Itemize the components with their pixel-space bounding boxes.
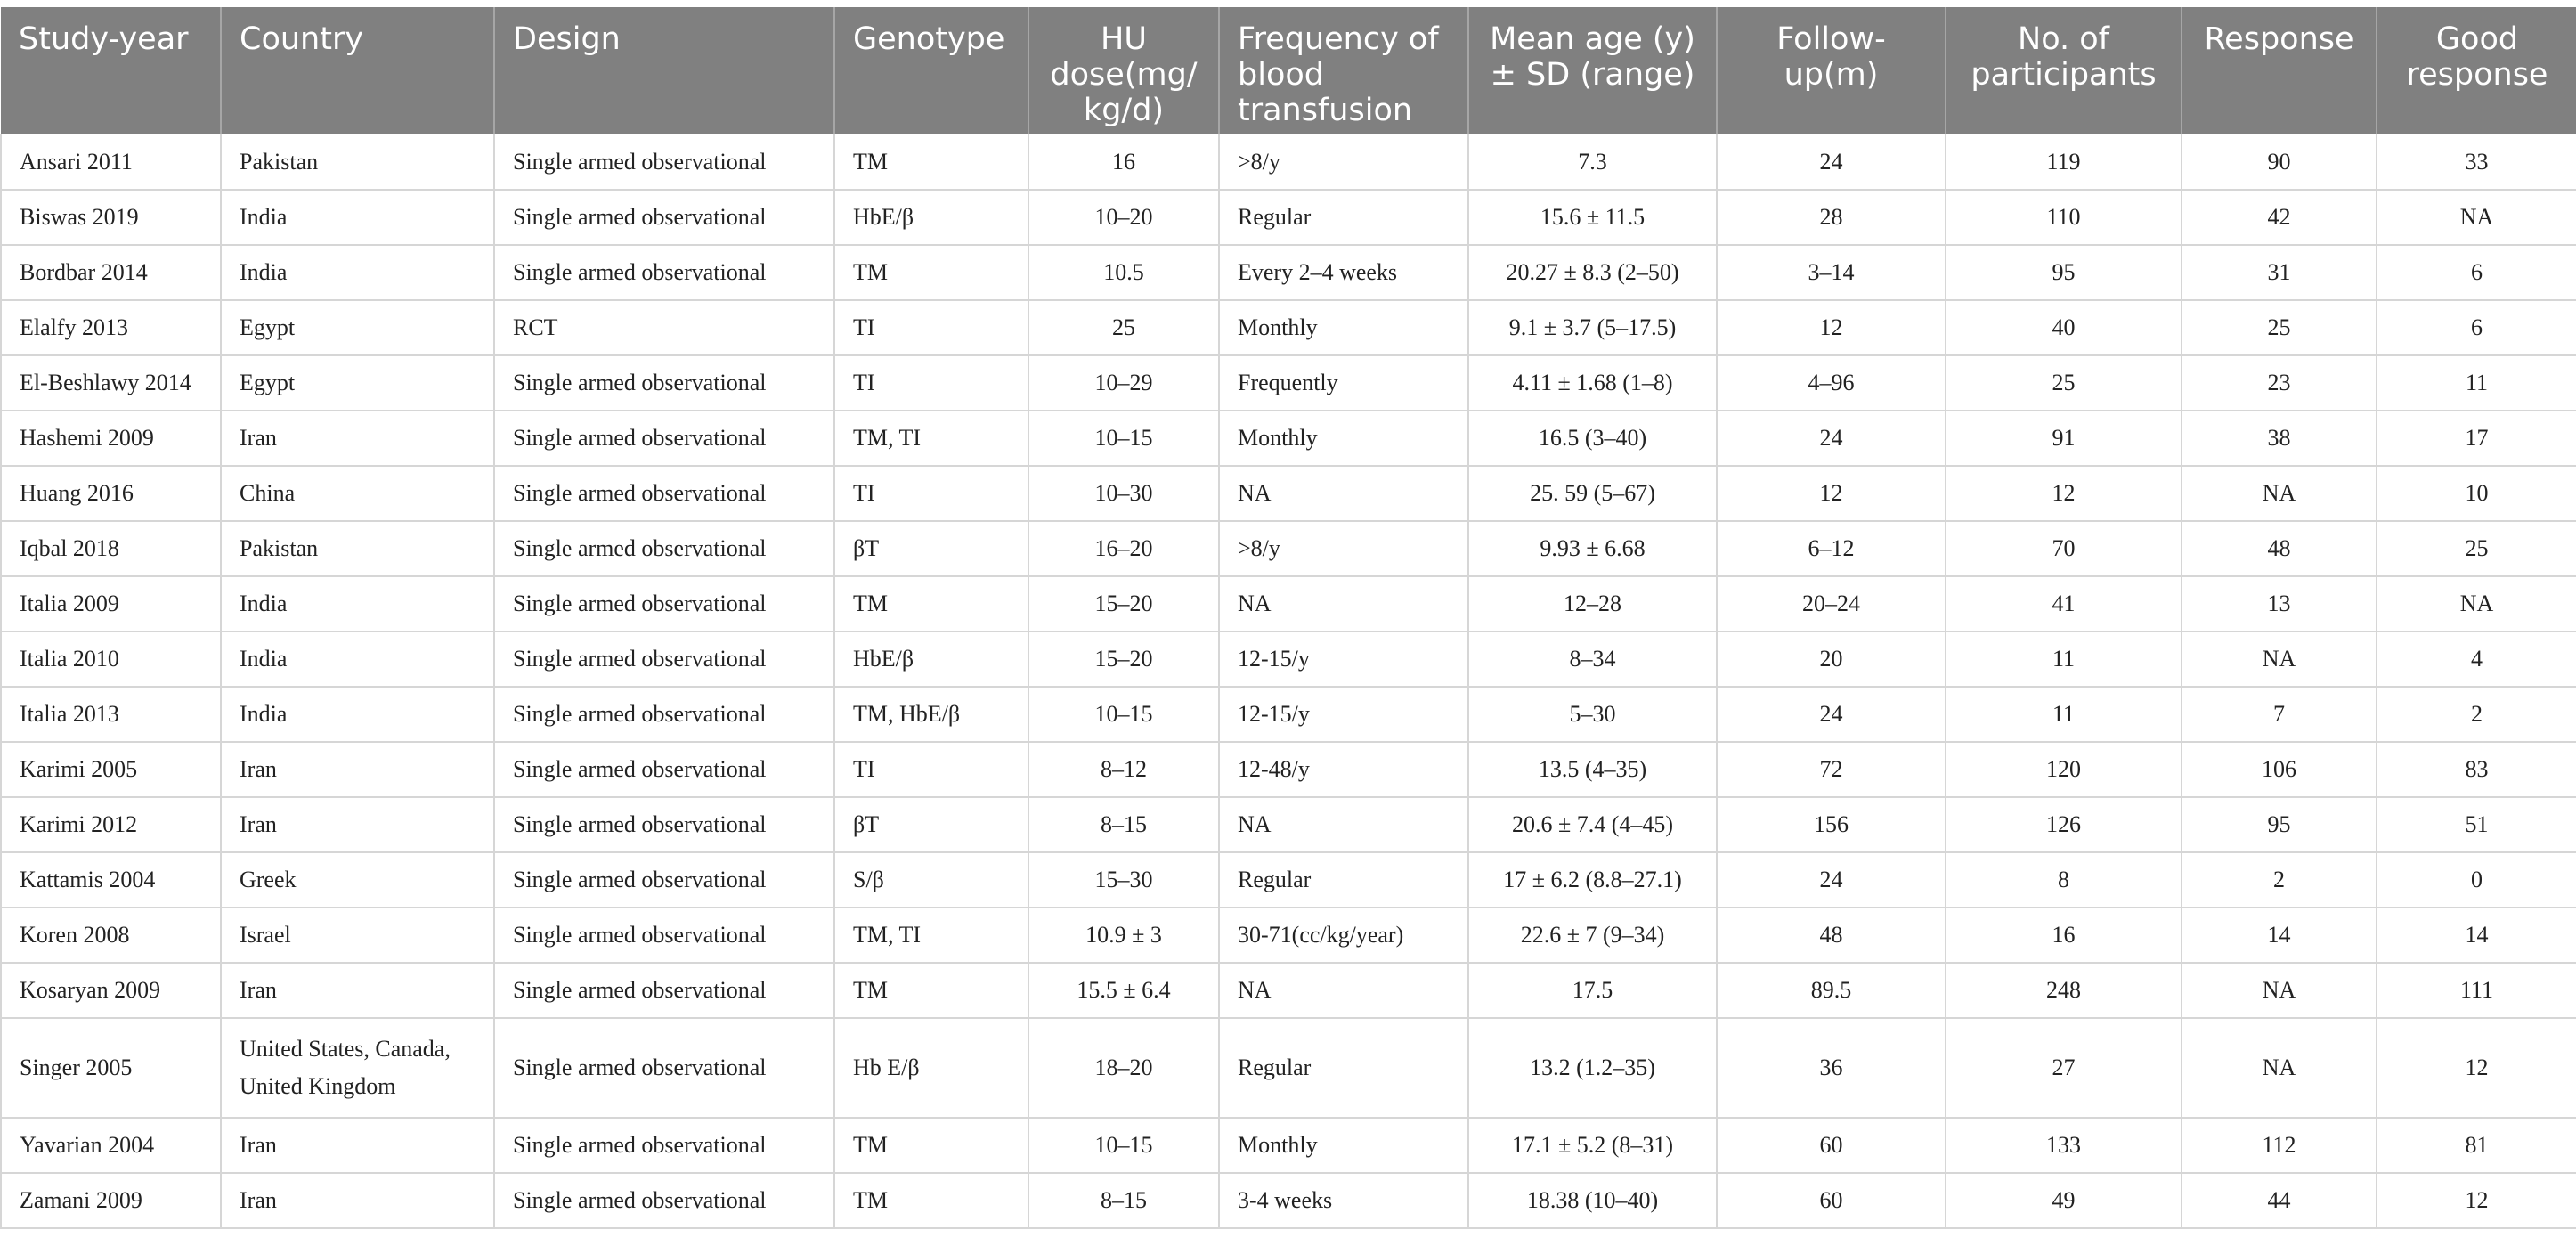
col-study-year-cell: Iqbal 2018 [1, 521, 221, 576]
col-participants-cell: 8 [1946, 852, 2182, 908]
col-good-response-cell: 6 [2377, 300, 2576, 355]
col-good-response-cell: 6 [2377, 245, 2576, 300]
col-participants-cell: 16 [1946, 908, 2182, 963]
col-mean-age-cell: 13.2 (1.2–35) [1468, 1018, 1717, 1118]
col-mean-age-cell: 25. 59 (5–67) [1468, 466, 1717, 521]
col-hu-dose-cell: 10–15 [1028, 411, 1219, 466]
col-follow-up-cell: 24 [1717, 852, 1946, 908]
col-design-cell: RCT [494, 300, 834, 355]
col-hu-dose-cell: 8–15 [1028, 1173, 1219, 1228]
table-row [1, 411, 2576, 466]
col-participants-cell: 119 [1946, 134, 2182, 190]
col-follow-up-cell: 156 [1717, 797, 1946, 852]
col-country-cell: Israel [221, 908, 494, 963]
table-row [1, 576, 2576, 631]
col-transfusion-frequency-cell: 30-71(cc/kg/year) [1219, 908, 1468, 963]
col-country-cell: Egypt [221, 300, 494, 355]
col-design-cell: Single armed observational [494, 908, 834, 963]
col-good-response-cell: 83 [2377, 742, 2576, 797]
col-follow-up-cell: 20 [1717, 631, 1946, 687]
studies-table [0, 7, 2576, 1229]
col-genotype-cell: TM, HbE/β [834, 687, 1028, 742]
table-row [1, 1173, 2576, 1228]
col-country-cell: India [221, 687, 494, 742]
col-good-response-cell: NA [2377, 576, 2576, 631]
col-hu-dose-cell: 10–15 [1028, 1118, 1219, 1173]
col-genotype-cell: TM, TI [834, 908, 1028, 963]
col-genotype-cell: TM [834, 134, 1028, 190]
col-mean-age-cell: 18.38 (10–40) [1468, 1173, 1717, 1228]
col-transfusion-frequency-cell: NA [1219, 576, 1468, 631]
col-design-cell: Single armed observational [494, 466, 834, 521]
col-mean-age-cell: 17 ± 6.2 (8.8–27.1) [1468, 852, 1717, 908]
col-response-cell: NA [2182, 1018, 2377, 1118]
col-good-response-cell: 17 [2377, 411, 2576, 466]
col-hu-dose-cell: 25 [1028, 300, 1219, 355]
col-hu-dose-cell: 15–30 [1028, 852, 1219, 908]
col-response-cell: 95 [2182, 797, 2377, 852]
col-response-cell: 23 [2182, 355, 2377, 411]
col-genotype-cell: TI [834, 355, 1028, 411]
col-good-response-cell: 12 [2377, 1018, 2576, 1118]
col-hu-dose-cell: 15–20 [1028, 631, 1219, 687]
col-genotype-cell: Hb E/β [834, 1018, 1028, 1118]
col-study-year-cell: Karimi 2012 [1, 797, 221, 852]
col-participants-cell: 40 [1946, 300, 2182, 355]
col-country-cell: Iran [221, 742, 494, 797]
col-study-year-cell: Zamani 2009 [1, 1173, 221, 1228]
table-row [1, 797, 2576, 852]
col-design-cell: Single armed observational [494, 190, 834, 245]
col-genotype-cell: βT [834, 797, 1028, 852]
col-follow-up-cell: 20–24 [1717, 576, 1946, 631]
col-study-year-cell: Koren 2008 [1, 908, 221, 963]
col-transfusion-frequency-cell: NA [1219, 797, 1468, 852]
col-country-cell: India [221, 576, 494, 631]
col-mean-age-cell: 8–34 [1468, 631, 1717, 687]
col-transfusion-frequency-header: Frequency of blood transfusion [1219, 7, 1468, 134]
col-transfusion-frequency-cell: >8/y [1219, 521, 1468, 576]
col-good-response-cell: 33 [2377, 134, 2576, 190]
col-genotype-cell: S/β [834, 852, 1028, 908]
col-genotype-cell: TI [834, 300, 1028, 355]
col-hu-dose-cell: 10–29 [1028, 355, 1219, 411]
col-mean-age-cell: 15.6 ± 11.5 [1468, 190, 1717, 245]
col-design-cell: Single armed observational [494, 1018, 834, 1118]
col-study-year-cell: Italia 2010 [1, 631, 221, 687]
col-hu-dose-cell: 18–20 [1028, 1018, 1219, 1118]
col-follow-up-cell: 48 [1717, 908, 1946, 963]
col-transfusion-frequency-cell: NA [1219, 466, 1468, 521]
col-response-cell: 90 [2182, 134, 2377, 190]
col-study-year-cell: Biswas 2019 [1, 190, 221, 245]
col-follow-up-cell: 60 [1717, 1173, 1946, 1228]
col-study-year-cell: Hashemi 2009 [1, 411, 221, 466]
col-design-cell: Single armed observational [494, 963, 834, 1018]
col-response-cell: 48 [2182, 521, 2377, 576]
col-transfusion-frequency-cell: Monthly [1219, 411, 1468, 466]
col-genotype-cell: TM [834, 245, 1028, 300]
col-country-cell: China [221, 466, 494, 521]
col-study-year-cell: Singer 2005 [1, 1018, 221, 1118]
col-study-year-cell: Karimi 2005 [1, 742, 221, 797]
col-follow-up-cell: 72 [1717, 742, 1946, 797]
col-participants-cell: 70 [1946, 521, 2182, 576]
table-row [1, 134, 2576, 190]
col-follow-up-cell: 3–14 [1717, 245, 1946, 300]
col-participants-cell: 126 [1946, 797, 2182, 852]
col-participants-cell: 120 [1946, 742, 2182, 797]
col-hu-dose-header: HU dose(mg/ kg/d) [1028, 7, 1219, 134]
col-country-cell: Egypt [221, 355, 494, 411]
col-design-cell: Single armed observational [494, 1173, 834, 1228]
col-country-cell: Iran [221, 1173, 494, 1228]
col-response-cell: 25 [2182, 300, 2377, 355]
col-good-response-cell: NA [2377, 190, 2576, 245]
col-good-response-cell: 0 [2377, 852, 2576, 908]
col-response-cell: 42 [2182, 190, 2377, 245]
col-participants-cell: 27 [1946, 1018, 2182, 1118]
col-design-cell: Single armed observational [494, 742, 834, 797]
col-design-header: Design [494, 7, 834, 134]
col-hu-dose-cell: 15.5 ± 6.4 [1028, 963, 1219, 1018]
col-response-cell: NA [2182, 466, 2377, 521]
col-mean-age-header: Mean age (y) ± SD (range) [1468, 7, 1717, 134]
table-row [1, 631, 2576, 687]
col-country-cell: Iran [221, 963, 494, 1018]
col-participants-header: No. of participants [1946, 7, 2182, 134]
col-design-cell: Single armed observational [494, 411, 834, 466]
col-participants-cell: 95 [1946, 245, 2182, 300]
col-follow-up-cell: 24 [1717, 411, 1946, 466]
col-mean-age-cell: 17.5 [1468, 963, 1717, 1018]
col-hu-dose-cell: 10–20 [1028, 190, 1219, 245]
col-country-cell: India [221, 631, 494, 687]
col-design-cell: Single armed observational [494, 355, 834, 411]
col-country-cell: India [221, 190, 494, 245]
col-study-year-cell: Ansari 2011 [1, 134, 221, 190]
col-good-response-cell: 25 [2377, 521, 2576, 576]
col-study-year-cell: Bordbar 2014 [1, 245, 221, 300]
col-response-cell: 38 [2182, 411, 2377, 466]
col-genotype-cell: TM [834, 963, 1028, 1018]
col-study-year-cell: Kattamis 2004 [1, 852, 221, 908]
col-country-cell: India [221, 245, 494, 300]
col-design-cell: Single armed observational [494, 852, 834, 908]
table-row [1, 1018, 2576, 1118]
col-hu-dose-cell: 10.5 [1028, 245, 1219, 300]
col-participants-cell: 91 [1946, 411, 2182, 466]
col-follow-up-cell: 28 [1717, 190, 1946, 245]
col-genotype-cell: TI [834, 466, 1028, 521]
col-participants-cell: 12 [1946, 466, 2182, 521]
col-country-cell: Pakistan [221, 134, 494, 190]
col-participants-cell: 49 [1946, 1173, 2182, 1228]
col-participants-cell: 25 [1946, 355, 2182, 411]
col-design-cell: Single armed observational [494, 521, 834, 576]
col-good-response-cell: 51 [2377, 797, 2576, 852]
col-design-cell: Single armed observational [494, 631, 834, 687]
col-genotype-cell: TM [834, 576, 1028, 631]
table-row [1, 466, 2576, 521]
col-response-cell: 14 [2182, 908, 2377, 963]
col-mean-age-cell: 13.5 (4–35) [1468, 742, 1717, 797]
col-follow-up-cell: 24 [1717, 134, 1946, 190]
col-transfusion-frequency-cell: Frequently [1219, 355, 1468, 411]
col-good-response-cell: 14 [2377, 908, 2576, 963]
col-transfusion-frequency-cell: Monthly [1219, 1118, 1468, 1173]
col-mean-age-cell: 20.27 ± 8.3 (2–50) [1468, 245, 1717, 300]
col-genotype-cell: TM [834, 1173, 1028, 1228]
col-response-cell: 31 [2182, 245, 2377, 300]
col-response-cell: 7 [2182, 687, 2377, 742]
col-participants-cell: 133 [1946, 1118, 2182, 1173]
col-hu-dose-cell: 10–15 [1028, 687, 1219, 742]
col-genotype-cell: TM, TI [834, 411, 1028, 466]
col-mean-age-cell: 16.5 (3–40) [1468, 411, 1717, 466]
col-follow-up-cell: 12 [1717, 300, 1946, 355]
col-response-cell: NA [2182, 963, 2377, 1018]
col-design-cell: Single armed observational [494, 245, 834, 300]
table-row [1, 963, 2576, 1018]
col-transfusion-frequency-cell: Monthly [1219, 300, 1468, 355]
col-hu-dose-cell: 15–20 [1028, 576, 1219, 631]
table-row [1, 521, 2576, 576]
table-row [1, 742, 2576, 797]
col-transfusion-frequency-cell: Regular [1219, 852, 1468, 908]
col-mean-age-cell: 12–28 [1468, 576, 1717, 631]
col-country-cell: Iran [221, 411, 494, 466]
header-row [1, 7, 2576, 134]
col-country-header: Country [221, 7, 494, 134]
col-response-cell: 106 [2182, 742, 2377, 797]
col-response-cell: 44 [2182, 1173, 2377, 1228]
col-hu-dose-cell: 8–15 [1028, 797, 1219, 852]
col-mean-age-cell: 17.1 ± 5.2 (8–31) [1468, 1118, 1717, 1173]
col-genotype-header: Genotype [834, 7, 1028, 134]
col-transfusion-frequency-cell: 12-15/y [1219, 631, 1468, 687]
col-follow-up-cell: 6–12 [1717, 521, 1946, 576]
col-good-response-cell: 81 [2377, 1118, 2576, 1173]
col-participants-cell: 110 [1946, 190, 2182, 245]
table-row [1, 355, 2576, 411]
col-good-response-cell: 4 [2377, 631, 2576, 687]
col-mean-age-cell: 4.11 ± 1.68 (1–8) [1468, 355, 1717, 411]
col-study-year-cell: Huang 2016 [1, 466, 221, 521]
table-row [1, 687, 2576, 742]
col-follow-up-cell: 12 [1717, 466, 1946, 521]
table-row [1, 908, 2576, 963]
table-row [1, 852, 2576, 908]
col-hu-dose-cell: 16–20 [1028, 521, 1219, 576]
col-genotype-cell: TM [834, 1118, 1028, 1173]
col-participants-cell: 11 [1946, 687, 2182, 742]
col-participants-cell: 11 [1946, 631, 2182, 687]
col-genotype-cell: βT [834, 521, 1028, 576]
col-follow-up-cell: 89.5 [1717, 963, 1946, 1018]
col-design-cell: Single armed observational [494, 687, 834, 742]
col-design-cell: Single armed observational [494, 1118, 834, 1173]
table-row [1, 245, 2576, 300]
col-study-year-cell: Italia 2009 [1, 576, 221, 631]
col-mean-age-cell: 22.6 ± 7 (9–34) [1468, 908, 1717, 963]
col-mean-age-cell: 20.6 ± 7.4 (4–45) [1468, 797, 1717, 852]
col-country-cell: Iran [221, 1118, 494, 1173]
col-transfusion-frequency-cell: Regular [1219, 1018, 1468, 1118]
col-design-cell: Single armed observational [494, 134, 834, 190]
col-response-header: Response [2182, 7, 2377, 134]
col-good-response-cell: 2 [2377, 687, 2576, 742]
col-hu-dose-cell: 16 [1028, 134, 1219, 190]
table-row [1, 190, 2576, 245]
col-good-response-header: Good response [2377, 7, 2576, 134]
table-body [1, 134, 2576, 1228]
col-transfusion-frequency-cell: Regular [1219, 190, 1468, 245]
col-genotype-cell: TI [834, 742, 1028, 797]
col-transfusion-frequency-cell: Every 2–4 weeks [1219, 245, 1468, 300]
col-study-year-cell: Elalfy 2013 [1, 300, 221, 355]
col-hu-dose-cell: 10–30 [1028, 466, 1219, 521]
col-follow-up-cell: 4–96 [1717, 355, 1946, 411]
col-good-response-cell: 111 [2377, 963, 2576, 1018]
table-row [1, 300, 2576, 355]
col-response-cell: NA [2182, 631, 2377, 687]
col-country-cell: Greek [221, 852, 494, 908]
col-response-cell: 13 [2182, 576, 2377, 631]
col-study-year-cell: Italia 2013 [1, 687, 221, 742]
col-good-response-cell: 10 [2377, 466, 2576, 521]
col-design-cell: Single armed observational [494, 576, 834, 631]
col-transfusion-frequency-cell: 3-4 weeks [1219, 1173, 1468, 1228]
col-transfusion-frequency-cell: 12-15/y [1219, 687, 1468, 742]
col-response-cell: 2 [2182, 852, 2377, 908]
col-good-response-cell: 12 [2377, 1173, 2576, 1228]
col-mean-age-cell: 5–30 [1468, 687, 1717, 742]
col-design-cell: Single armed observational [494, 797, 834, 852]
col-follow-up-cell: 36 [1717, 1018, 1946, 1118]
col-study-year-header: Study-year [1, 7, 221, 134]
col-follow-up-header: Follow- up(m) [1717, 7, 1946, 134]
col-genotype-cell: HbE/β [834, 190, 1028, 245]
col-transfusion-frequency-cell: >8/y [1219, 134, 1468, 190]
table-row [1, 1118, 2576, 1173]
col-country-cell: Pakistan [221, 521, 494, 576]
col-study-year-cell: El-Beshlawy 2014 [1, 355, 221, 411]
col-follow-up-cell: 24 [1717, 687, 1946, 742]
col-follow-up-cell: 60 [1717, 1118, 1946, 1173]
col-hu-dose-cell: 8–12 [1028, 742, 1219, 797]
col-country-cell: United States, Canada, United Kingdom [221, 1018, 494, 1118]
col-study-year-cell: Kosaryan 2009 [1, 963, 221, 1018]
col-genotype-cell: HbE/β [834, 631, 1028, 687]
col-participants-cell: 41 [1946, 576, 2182, 631]
col-hu-dose-cell: 10.9 ± 3 [1028, 908, 1219, 963]
col-transfusion-frequency-cell: 12-48/y [1219, 742, 1468, 797]
col-mean-age-cell: 7.3 [1468, 134, 1717, 190]
col-mean-age-cell: 9.1 ± 3.7 (5–17.5) [1468, 300, 1717, 355]
col-study-year-cell: Yavarian 2004 [1, 1118, 221, 1173]
table-container [0, 7, 2576, 1229]
col-good-response-cell: 11 [2377, 355, 2576, 411]
col-participants-cell: 248 [1946, 963, 2182, 1018]
col-transfusion-frequency-cell: NA [1219, 963, 1468, 1018]
col-country-cell: Iran [221, 797, 494, 852]
col-response-cell: 112 [2182, 1118, 2377, 1173]
col-mean-age-cell: 9.93 ± 6.68 [1468, 521, 1717, 576]
